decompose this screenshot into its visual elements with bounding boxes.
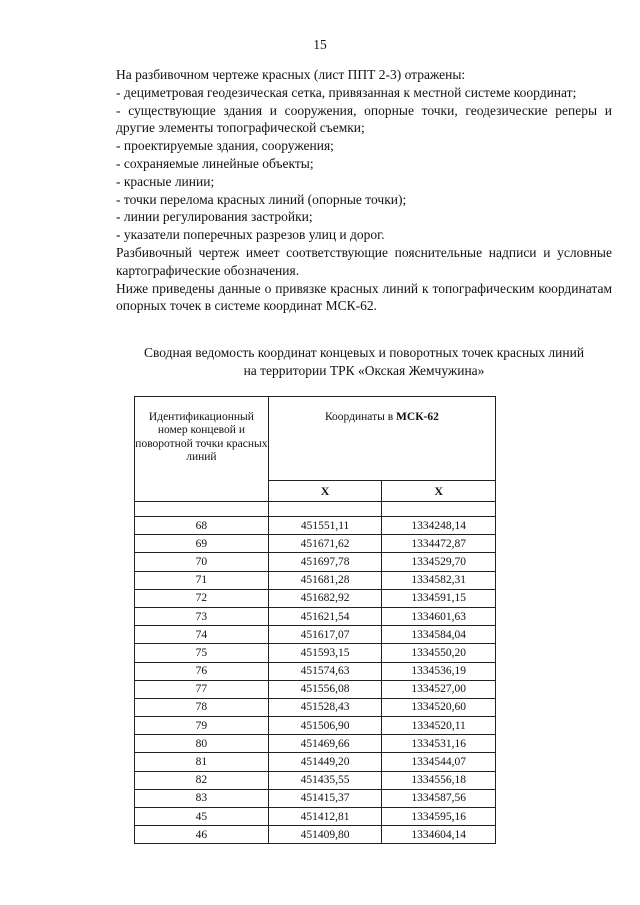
cell-y: 1334582,31: [382, 571, 496, 589]
header-coordinates: [268, 397, 495, 481]
header-coordinate-system: МСК-62: [396, 411, 439, 423]
list-item: - линии регулирования застройки;: [116, 209, 313, 225]
cell-id: 81: [135, 753, 269, 771]
cell-y: 1334527,00: [382, 680, 496, 698]
body-text: [116, 66, 612, 315]
cell-y: 1334595,16: [382, 808, 496, 826]
table-title: [116, 344, 612, 380]
table-row: [135, 698, 496, 716]
list-item: - проектируемые здания, сооружения;: [116, 138, 334, 154]
paragraph-coordinates-intro: Ниже приведены данные о привязке красных линий к топографическим координатам опорных точек в системе координат МСК-62.: [116, 280, 612, 314]
cell-x: 451556,08: [268, 680, 382, 698]
cell-id: 74: [135, 626, 269, 644]
list-item: - существующие здания и сооружения, опорные точки, геодезические реперы и другие элементы топографической съемки;: [116, 102, 612, 136]
cell-x: 451528,43: [268, 698, 382, 716]
table-row: [135, 753, 496, 771]
cell-x: 451617,07: [268, 626, 382, 644]
cell-id: 79: [135, 717, 269, 735]
cell-x: 451697,78: [268, 553, 382, 571]
cell-x: 451449,20: [268, 753, 382, 771]
header-coordinates-prefix: Координаты в: [324, 411, 397, 423]
paragraph-drawing-notes: Разбивочный чертеж имеет соответствующие пояснительные надписи и условные картографические обозначения.: [116, 244, 612, 278]
table-body: [135, 517, 496, 844]
table-row: [135, 735, 496, 753]
cell-y: 1334604,14: [382, 826, 496, 844]
cell-x: 451469,66: [268, 735, 382, 753]
table-title-line2: на территории ТРК «Окская Жемчужина»: [243, 362, 485, 378]
table-row: [135, 717, 496, 735]
cell-id: 75: [135, 644, 269, 662]
list-item: - дециметровая геодезическая сетка, привязанная к местной системе координат;: [116, 84, 577, 100]
table-row: [135, 808, 496, 826]
cell-x: 451593,15: [268, 644, 382, 662]
cell-y: 1334529,70: [382, 553, 496, 571]
table-row: [135, 571, 496, 589]
cell-id: 82: [135, 771, 269, 789]
cell-y: 1334601,63: [382, 607, 496, 625]
cell-id: 78: [135, 698, 269, 716]
table-row: [135, 517, 496, 535]
cell-x: 451621,54: [268, 607, 382, 625]
cell-x: 451506,90: [268, 717, 382, 735]
table-spacer-row: [135, 502, 496, 517]
cell-id: 72: [135, 589, 269, 607]
cell-x: 451682,92: [268, 589, 382, 607]
cell-x: 451574,63: [268, 662, 382, 680]
cell-y: 1334520,11: [382, 717, 496, 735]
cell-x: 451671,62: [268, 535, 382, 553]
cell-x: 451681,28: [268, 571, 382, 589]
table-row: [135, 662, 496, 680]
cell-x: 451412,81: [268, 808, 382, 826]
table-row: [135, 553, 496, 571]
header-axis-2: Х: [382, 480, 496, 501]
table-row: [135, 826, 496, 844]
cell-y: 1334584,04: [382, 626, 496, 644]
cell-id: 69: [135, 535, 269, 553]
table-row: [135, 680, 496, 698]
cell-id: 77: [135, 680, 269, 698]
coordinates-table: [134, 396, 496, 844]
table-row: [135, 607, 496, 625]
cell-id: 46: [135, 826, 269, 844]
cell-y: 1334550,20: [382, 644, 496, 662]
list-item: - красные линии;: [116, 173, 215, 189]
cell-y: 1334520,60: [382, 698, 496, 716]
page-number: 15: [313, 37, 327, 52]
cell-id: 68: [135, 517, 269, 535]
cell-y: 1334556,18: [382, 771, 496, 789]
cell-x: 451551,11: [268, 517, 382, 535]
cell-y: 1334587,56: [382, 789, 496, 807]
table-row: [135, 589, 496, 607]
list-item: - точки перелома красных линий (опорные точки);: [116, 191, 407, 207]
table-row: [135, 626, 496, 644]
cell-y: 1334544,07: [382, 753, 496, 771]
cell-id: 70: [135, 553, 269, 571]
header-axis-1: Х: [268, 480, 382, 501]
list-item: - сохраняемые линейные объекты;: [116, 155, 314, 171]
table-row: [135, 644, 496, 662]
cell-y: 1334536,19: [382, 662, 496, 680]
cell-id: 71: [135, 571, 269, 589]
cell-id: 45: [135, 808, 269, 826]
cell-id: 83: [135, 789, 269, 807]
cell-y: 1334248,14: [382, 517, 496, 535]
cell-x: 451409,80: [268, 826, 382, 844]
cell-x: 451415,37: [268, 789, 382, 807]
table-row: [135, 789, 496, 807]
cell-id: 80: [135, 735, 269, 753]
cell-x: 451435,55: [268, 771, 382, 789]
header-point-id: Идентификационный номер концевой и поворотной точки красных линий: [135, 397, 269, 502]
cell-id: 73: [135, 607, 269, 625]
cell-y: 1334591,15: [382, 589, 496, 607]
table-row: [135, 771, 496, 789]
list-item: - указатели поперечных разрезов улиц и дорог.: [116, 227, 385, 243]
cell-id: 76: [135, 662, 269, 680]
intro-first-line: На разбивочном чертеже красных (лист ППТ 2-3) отражены:: [116, 67, 466, 82]
table-title-line1: Сводная ведомость координат концевых и поворотных точек красных линий: [143, 345, 585, 360]
table-row: [135, 535, 496, 553]
cell-y: 1334531,16: [382, 735, 496, 753]
cell-y: 1334472,87: [382, 535, 496, 553]
